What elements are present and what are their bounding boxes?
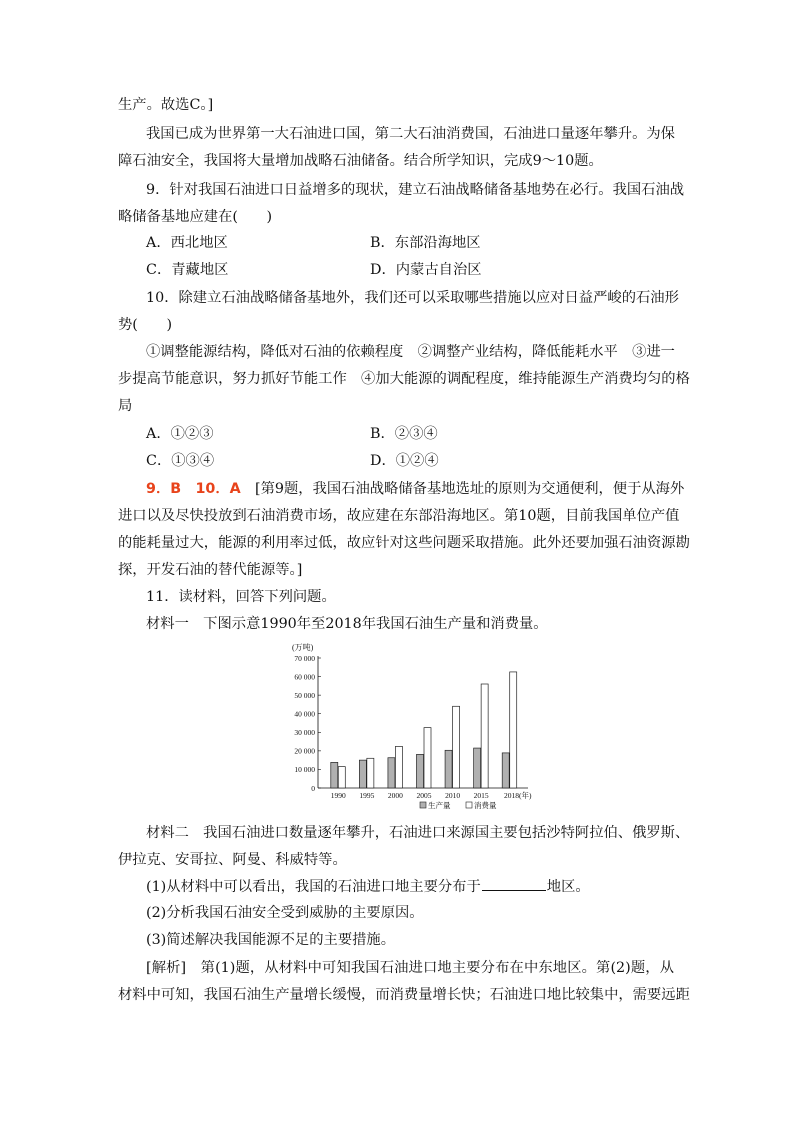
x-tick-label: 2005 (416, 791, 432, 800)
bar-production (445, 750, 452, 788)
analysis-line: [解析] 第(1)题，从材料中可知我国石油进口地主要分布在中东地区。第(2)题，从 (146, 960, 674, 976)
question-9-stem-cont: 略储备基地应建在( ) (118, 209, 273, 225)
question-9-stem: 9．针对我国石油进口日益增多的现状，建立石油战略储备基地势在必行。我国石油战 (146, 182, 685, 198)
bar-consumption (395, 746, 402, 788)
bar-consumption (367, 758, 374, 788)
y-axis-label: (万吨) (292, 643, 314, 652)
x-tick-label: 2015 (473, 791, 489, 800)
x-tick-label: 1990 (330, 791, 346, 800)
q10-statements-cont: 步提高节能意识，努力抓好节能工作 ④加大能源的调配程度，维持能源生产消费均匀的格 (118, 371, 690, 387)
legend-label-consumption: 消费量 (474, 801, 497, 810)
bar-production (331, 762, 338, 788)
q10-option-b: B．②③④ (370, 426, 438, 442)
bar-consumption (424, 728, 431, 788)
question-10-stem: 10．除建立石油战略储备基地外，我们还可以采取哪些措施以应对日益严峻的石油形 (146, 290, 679, 306)
y-tick-label: 10 000 (294, 765, 315, 775)
material-1: 材料一 下图示意1990年至2018年我国石油生产量和消费量。 (146, 616, 548, 632)
legend-swatch-consumption (466, 802, 472, 808)
q10-statements-end: 局 (118, 398, 133, 414)
bar-consumption (338, 767, 345, 788)
answer-9-10 (146, 479, 685, 499)
x-tick-label: 1995 (359, 791, 375, 800)
bar-consumption (481, 684, 488, 788)
bar-consumption (453, 706, 460, 788)
question-10-stem-cont: 势( ) (118, 317, 173, 333)
bar-production (474, 748, 481, 788)
question-11-1-end: 地区。 (546, 879, 590, 895)
y-tick-label: 20 000 (294, 746, 315, 756)
answer-key: 9．B 10．A (146, 481, 241, 497)
bar-production (417, 754, 424, 788)
y-tick-label: 70 000 (294, 653, 315, 663)
bar-production (502, 753, 509, 788)
q10-option-a: A．①②③ (146, 426, 214, 442)
q10-option-d: D．①②④ (370, 453, 439, 469)
question-11-2: (2)分析我国石油安全受到威胁的主要原因。 (146, 905, 424, 921)
y-tick-label: 40 000 (294, 709, 315, 719)
bar-consumption (510, 672, 517, 788)
x-tick-label: 2018(年) (503, 791, 532, 800)
text-line: 进口以及尽快投放到石油消费市场，故应建在东部沿海地区。第10题，目前我国单位产值 (118, 508, 680, 524)
q10-option-c: C．①③④ (146, 453, 215, 469)
bar-production (359, 760, 366, 788)
text-line: 的能耗量过大，能源的利用率过低，故应针对这些问题采取措施。此外还要加强石油资源勘 (118, 535, 690, 551)
q9-option-b: B．东部沿海地区 (370, 235, 481, 251)
q9-option-d: D．内蒙古自治区 (370, 262, 482, 278)
legend-swatch-production (420, 802, 426, 808)
text-line: 生产。故选C。] (118, 97, 214, 113)
question-11-1 (146, 876, 590, 897)
y-tick-label: 60 000 (294, 672, 315, 682)
text-line: 探，开发石油的替代能源等。] (118, 562, 303, 578)
question-11-1-text: (1)从材料中可以看出，我国的石油进口地主要分布于 (146, 879, 481, 895)
q9-option-c: C．青藏地区 (146, 262, 229, 278)
x-tick-label: 2000 (387, 791, 403, 800)
y-tick-label: 0 (311, 783, 315, 793)
text-line: 我国已成为世界第一大石油进口国，第二大石油消费国，石油进口量逐年攀升。为保 (146, 126, 675, 142)
y-tick-label: 30 000 (294, 728, 315, 738)
oil-production-consumption-chart (270, 638, 550, 816)
text-line: 障石油安全，我国将大量增加战略石油储备。结合所学知识，完成9～10题。 (118, 153, 603, 169)
q10-statements: ①调整能源结构，降低对石油的依赖程度 ②调整产业结构，降低能耗水平 ③进一 (146, 344, 675, 360)
bar-production (388, 758, 395, 788)
analysis-line: 材料中可知，我国石油生产量增长缓慢，而消费量增长快；石油进口地比较集中，需要远距 (118, 987, 690, 1003)
material-2: 材料二 我国石油进口数量逐年攀升，石油进口来源国主要包括沙特阿拉伯、俄罗斯、 (146, 825, 690, 841)
question-11-stem: 11．读材料，回答下列问题。 (146, 589, 336, 605)
legend-label-production: 生产量 (428, 801, 451, 810)
x-tick-label: 2010 (445, 791, 461, 800)
answer-blank[interactable] (482, 876, 546, 891)
y-tick-label: 50 000 (294, 690, 315, 700)
question-11-3: (3)简述解决我国能源不足的主要措施。 (146, 932, 395, 948)
material-2-cont: 伊拉克、安哥拉、阿曼、科威特等。 (118, 852, 347, 868)
answer-explanation: [第9题，我国石油战略储备基地选址的原则为交通便利，便于从海外 (255, 481, 685, 497)
q9-option-a: A．西北地区 (146, 235, 228, 251)
